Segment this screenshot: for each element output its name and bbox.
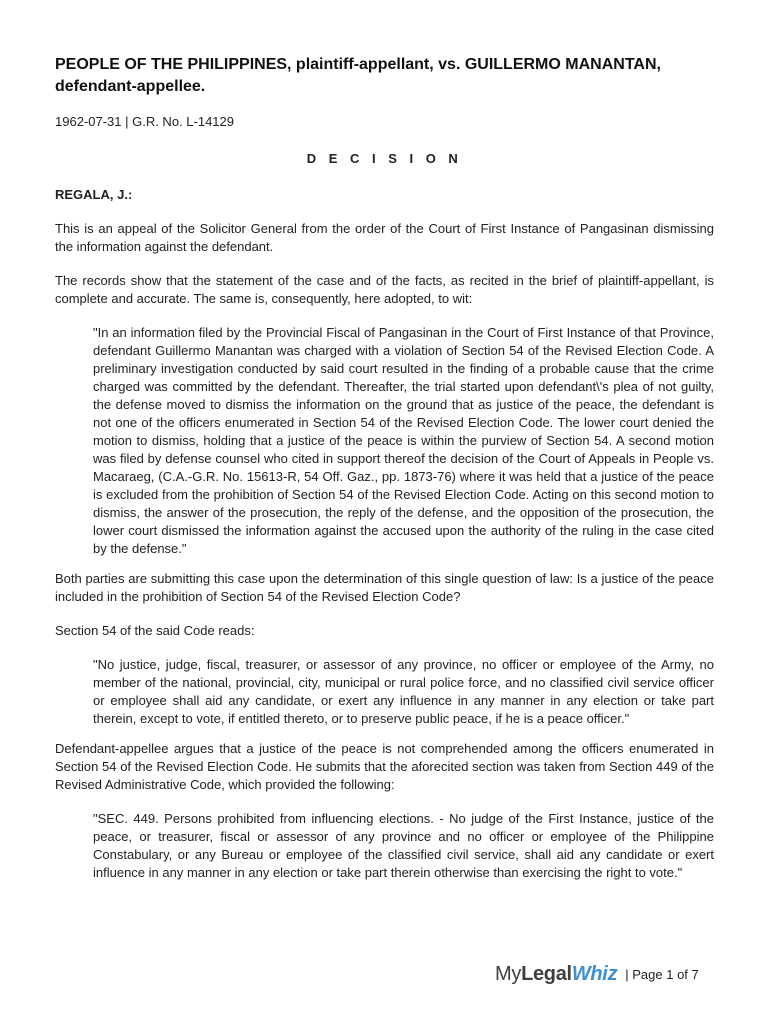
paragraph: The records show that the statement of the case and of the facts, as recited in the brief of plaintiff-appellant, is complete and accurate. The same is, consequently, here adopted, to wit: xyxy=(55,273,714,306)
block-quote: "In an information filed by the Provincial Fiscal of Pangasinan in the Court of First Instance of that Province, defendant Guillermo Manantan was charged with a violation of Section 54 of the Revised Election Code. A preliminary investigation conducted by said court resulted in the finding of a probable cause that the crime charged was committed by the defendant. Thereafter, the trial started upon defendant\'s plea of not guilty, the defense moved to dismiss the information on the ground that as justice of the peace, the defendant is not one of the officers enumerated in Section 54 of the Revised Election Code. The lower court denied the motion to dismiss, holding that a justice of the peace is within the purview of Section 54. A second motion was filed by defense counsel who cited in support thereof the decision of the Court of Appeals in People vs. Macaraeg, (C.A.-G.R. No. 15613-R, 54 Off. Gaz., pp. 1873-76) where it was held that a justice of the peace is excluded from the prohibition of Section 54 of the Revised Election Code. Acting on this second motion to dismiss, the answer of the prosecution, the reply of the defense, and the opposition of the prosecution, the lower court dismissed the information against the accused upon the authority of the ruling in the case cited by the defense." xyxy=(93,325,714,556)
page-footer xyxy=(495,962,699,986)
paragraph: Both parties are submitting this case upon the determination of this single question of law: Is a justice of the peace included in the prohibition of Section 54 of the Revised Election Code? xyxy=(55,571,714,604)
ponente: REGALA, J.: xyxy=(55,187,133,202)
document-body xyxy=(55,54,714,894)
block-quote: "No justice, judge, fiscal, treasurer, or assessor of any province, no officer or employee of the Army, no member of the national, provincial, city, municipal or rural police force, and no classified civil service officer or employee shall aid any candidate, or exert any influence in any manner in any election or take part therein, except to vote, if entitled thereto, or to preserve public peace, if he is a peace officer." xyxy=(93,657,714,726)
logo-my: My xyxy=(495,962,522,985)
block-quote: "SEC. 449. Persons prohibited from influencing elections. - No judge of the First Instance, justice of the peace, or treasurer, fiscal or assessor of any province and no officer or employee of the Philippine Constabulary, or any Bureau or employee of the classified civil service, shall aid any candidate or exert influence in any manner in any election or take part therein otherwise than exercising the right to vote." xyxy=(93,811,714,880)
logo-legal: Legal xyxy=(521,962,572,985)
mylegalwhiz-logo xyxy=(495,963,617,986)
paragraph: Section 54 of the said Code reads: xyxy=(55,623,255,638)
paragraph: This is an appeal of the Solicitor General from the order of the Court of First Instance of Pangasinan dismissing the information against the defendant. xyxy=(55,221,714,254)
case-title: PEOPLE OF THE PHILIPPINES, plaintiff-appellant, vs. GUILLERMO MANANTAN, defendant-appellee. xyxy=(55,56,661,95)
page-number: | Page 1 of 7 xyxy=(625,966,699,982)
decision-heading: D E C I S I O N xyxy=(306,151,463,166)
case-meta: 1962-07-31 | G.R. No. L-14129 xyxy=(55,114,234,129)
logo-whiz: Whiz xyxy=(571,962,618,985)
paragraph: Defendant-appellee argues that a justice of the peace is not comprehended among the officers enumerated in Section 54 of the Revised Election Code. He submits that the aforecited section was taken from Section 449 of the Revised Administrative Code, which provided the following: xyxy=(55,741,714,792)
